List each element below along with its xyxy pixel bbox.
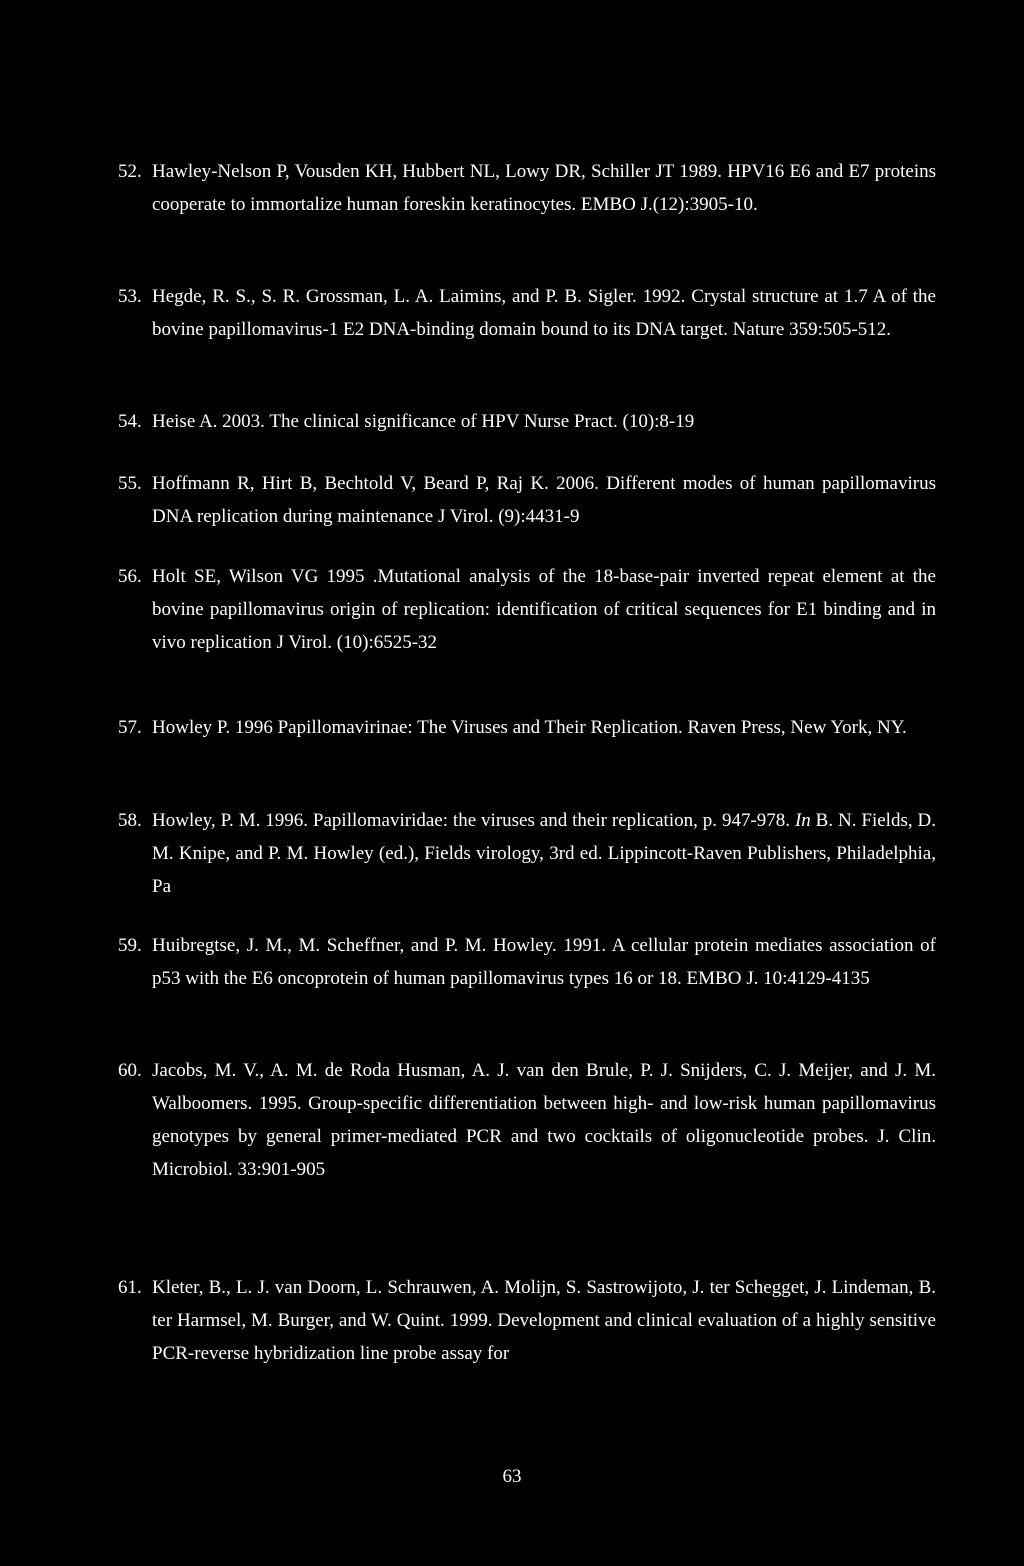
page-number: 63: [502, 1466, 522, 1487]
reference-italic-in: In: [794, 810, 811, 831]
reference-number: 59.: [118, 935, 142, 956]
reference-55: [118, 467, 936, 533]
reference-text: Howley P. 1996 Papillomavirinae: The Viruses and Their Replication. Raven Press, New York, NY.: [152, 717, 907, 738]
reference-text: Jacobs, M. V., A. M. de Roda Husman, A. J. van den Brule, P. J. Snijders, C. J. Meijer, and J. M. Walboomers. 1995. Group-specific differentiation between high- and low-risk human papillomavirus genotypes by general primer-mediated PCR and two cocktails of oligonucleotide probes. J. Clin. Microbiol. 33:901-905: [152, 1060, 936, 1180]
reference-text: Kleter, B., L. J. van Doorn, L. Schrauwen, A. Molijn, S. Sastrowijoto, J. ter Schegget, J. Lindeman, B. ter Harmsel, M. Burger, and W. Quint. 1999. Development and clinical evaluation of a highly sensitive PCR-reverse hybridization line probe assay for: [152, 1277, 936, 1364]
reference-text: Hawley-Nelson P, Vousden KH, Hubbert NL, Lowy DR, Schiller JT 1989. HPV16 E6 and E7 proteins cooperate to immortalize human foreskin keratinocytes. EMBO J.(12):3905-10.: [152, 161, 936, 215]
reference-56: [118, 560, 936, 659]
reference-text: Hoffmann R, Hirt B, Bechtold V, Beard P, Raj K. 2006. Different modes of human papillomavirus DNA replication during maintenance J Virol. (9):4431-9: [152, 473, 936, 527]
reference-number: 58.: [118, 810, 142, 831]
reference-text: Heise A. 2003. The clinical significance of HPV Nurse Pract. (10):8-19: [152, 411, 695, 432]
reference-text: Holt SE, Wilson VG 1995 .Mutational analysis of the 18-base-pair inverted repeat element at the bovine papillomavirus origin of replication: identification of critical sequences for E1 binding and in vivo replication J Virol. (10):6525-32: [152, 566, 936, 653]
reference-60: [118, 1054, 936, 1186]
reference-number: 57.: [118, 717, 142, 738]
reference-number: 53.: [118, 286, 142, 307]
reference-text: Huibregtse, J. M., M. Scheffner, and P. M. Howley. 1991. A cellular protein mediates association of p53 with the E6 oncoprotein of human papillomavirus types 16 or 18. EMBO J. 10:4129-4135: [152, 935, 936, 989]
reference-number: 54.: [118, 411, 142, 432]
reference-text-part: Howley, P. M. 1996. Papillomaviridae: the viruses and their replication, p. 947-978.: [152, 810, 795, 831]
reference-number: 55.: [118, 473, 142, 494]
reference-54: [118, 405, 936, 438]
reference-58: [118, 804, 936, 903]
reference-text-part: B. N. Fields, D. M. Knipe, and P. M. Howley (ed.), Fields virology, 3rd ed. Lippincott-Raven Publishers, Philadelphia, Pa: [152, 810, 936, 897]
reference-number: 61.: [118, 1277, 142, 1298]
reference-59: [118, 929, 936, 995]
reference-number: 56.: [118, 566, 142, 587]
reference-61: [118, 1271, 936, 1370]
reference-57: [118, 711, 936, 744]
reference-number: 60.: [118, 1060, 142, 1081]
reference-53: [118, 280, 936, 346]
reference-number: 52.: [118, 161, 142, 182]
reference-text: [152, 804, 936, 903]
reference-text: Hegde, R. S., S. R. Grossman, L. A. Laimins, and P. B. Sigler. 1992. Crystal structure at 1.7 A of the bovine papillomavirus-1 E2 DNA-binding domain bound to its DNA target. Nature 359:505-512.: [152, 286, 936, 340]
reference-52: [118, 155, 936, 221]
